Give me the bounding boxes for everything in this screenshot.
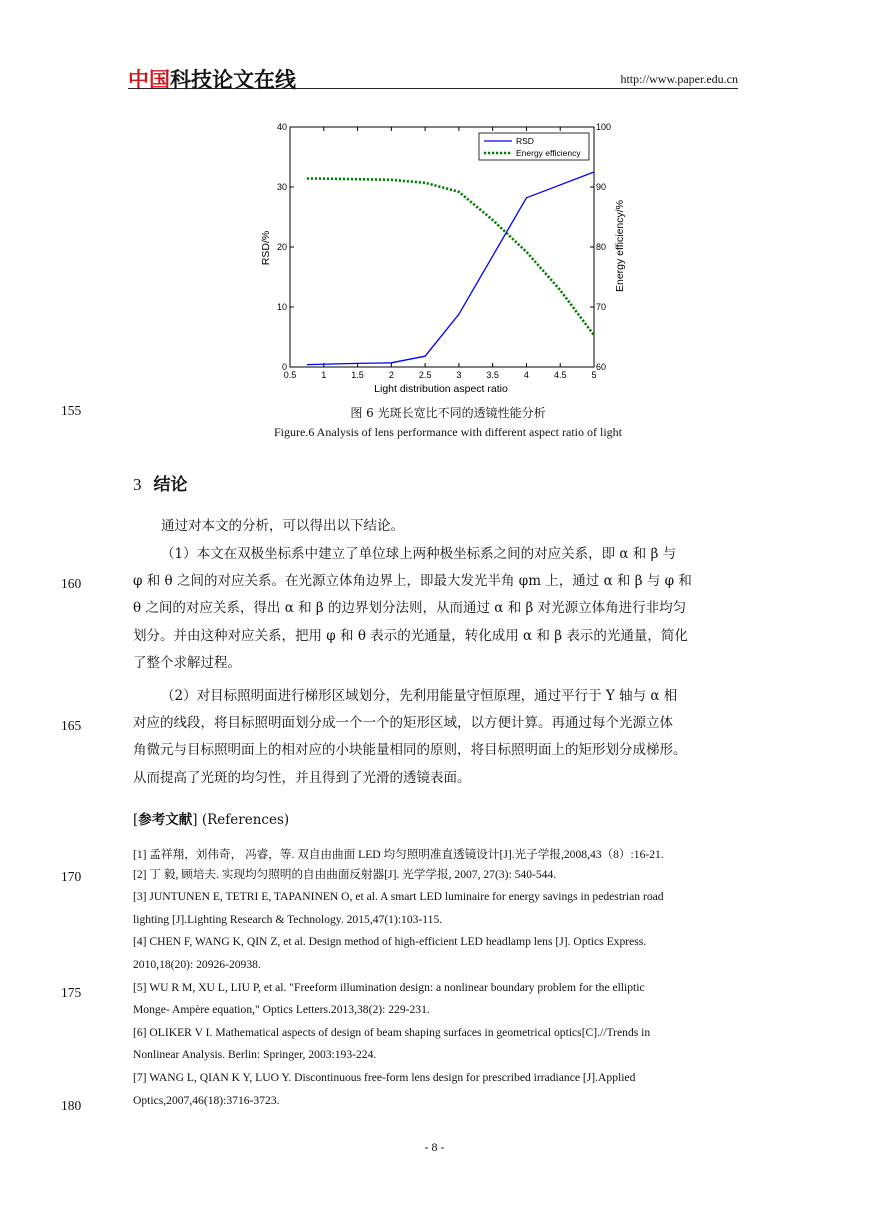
text-line: 角微元与目标照明面上的相对应的小块能量相同的原则，将目标照明面上的矩形划分成梯形。 bbox=[133, 742, 687, 759]
y-axis-label-left: RSD/% bbox=[260, 230, 272, 266]
paragraph-conclusion-1 bbox=[133, 541, 739, 677]
y-right-tick-label: 90 bbox=[596, 182, 607, 192]
reference-line: Optics,2007,46(18):3716-3723. bbox=[133, 1093, 280, 1107]
reference-line: [2] 丁 毅, 顾培夫. 实现均匀照明的自由曲面反射器[J]. 光学学报, 2007, 27(3): 540-544. bbox=[133, 867, 557, 881]
y-right-tick-label: 80 bbox=[596, 242, 607, 252]
figure-caption-cn: 图 6 光斑长宽比不同的透镜性能分析 bbox=[350, 406, 546, 420]
x-axis-label: Light distribution aspect ratio bbox=[374, 383, 508, 395]
text-line: φ 和 θ 之间的对应关系。在光源立体角边界上，即最大发光半角 φm 上，通过 α 和 β 与 φ 和 bbox=[133, 573, 692, 590]
references-title: [参考文献] (References) bbox=[133, 812, 290, 828]
reference-list bbox=[133, 845, 743, 1110]
chart-legend bbox=[479, 133, 589, 160]
section-number: 3 bbox=[133, 475, 142, 494]
reference-line: lighting [J].Lighting Research & Technology. 2015,47(1):103-115. bbox=[133, 912, 443, 926]
text-line: 了整个求解过程。 bbox=[133, 654, 241, 671]
plot-area-frame bbox=[290, 127, 594, 367]
x-tick-label: 3 bbox=[456, 370, 462, 380]
line-number: 170 bbox=[61, 869, 82, 884]
series-line-rsd bbox=[307, 172, 594, 365]
x-tick-label: 4 bbox=[523, 370, 529, 380]
line-number: 180 bbox=[61, 1098, 82, 1113]
text-line: （1）本文在双极坐标系中建立了单位球上两种极坐标系之间的对应关系，即 α 和 β 与 bbox=[161, 546, 677, 562]
section-title-text: 结论 bbox=[153, 475, 188, 495]
reference-line: [3] JUNTUNEN E, TETRI E, TAPANINEN O, et al. A smart LED luminaire for energy savings in pedestrian road bbox=[133, 890, 664, 904]
text-line: θ 之间的对应关系，得出 α 和 β 的边界划分法则，从而通过 α 和 β 对光源立体角进行非均匀 bbox=[133, 600, 687, 617]
legend-label: Energy efficiency bbox=[516, 148, 581, 158]
reference-line: [4] CHEN F, WANG K, QIN Z, et al. Design method of high-efficient LED headlamp lens [J]. Optics Express. bbox=[133, 935, 647, 949]
y-right-tick-label: 70 bbox=[596, 302, 607, 312]
paragraph-conclusion-2 bbox=[133, 683, 739, 792]
figure-caption-en: Figure.6 Analysis of lens performance with different aspect ratio of light bbox=[273, 425, 623, 439]
x-tick-label: 2 bbox=[388, 370, 394, 380]
reference-line: [7] WANG L, QIAN K Y, LUO Y. Discontinuous free-form lens design for prescribed irradiance [J].Applied bbox=[133, 1070, 636, 1084]
paragraph-intro bbox=[133, 513, 739, 540]
reference-line: Monge- Ampère equation," Optics Letters.2013,38(2): 229-231. bbox=[133, 1003, 430, 1017]
text-line: 划分。并由这种对应关系，把用 φ 和 θ 表示的光通量，转化成用 α 和 β 表示的光通量，简化 bbox=[133, 627, 688, 644]
section-title bbox=[133, 470, 188, 495]
text-line: 对应的线段，将目标照明面划分成一个一个的矩形区域，以方便计算。再通过每个光源立体 bbox=[133, 715, 673, 732]
chart-frame bbox=[290, 127, 594, 367]
reference-line: [6] OLIKER V I. Mathematical aspects of design of beam shaping surfaces in geometrical optics[C].//Trends in bbox=[133, 1025, 651, 1039]
chart-series bbox=[307, 172, 594, 365]
page-number: - 8 - bbox=[424, 1140, 445, 1154]
y-right-tick-label: 60 bbox=[596, 362, 607, 372]
y-left-tick-label: 30 bbox=[276, 182, 287, 192]
x-tick-label: 3.5 bbox=[486, 370, 499, 380]
y-right-tick-label: 100 bbox=[596, 122, 612, 132]
x-tick-label: 1 bbox=[321, 370, 327, 380]
y-left-tick-label: 40 bbox=[276, 122, 287, 132]
y-left-tick-label: 20 bbox=[276, 242, 287, 252]
x-tick-label: 0.5 bbox=[283, 370, 297, 380]
references-title-en: (References) bbox=[201, 812, 290, 828]
y-left-tick-label: 0 bbox=[281, 362, 287, 372]
logo-red-text: 中国 bbox=[128, 68, 170, 92]
text-line: 通过对本文的分析，可以得出以下结论。 bbox=[161, 518, 404, 534]
x-tick-label: 4.5 bbox=[553, 370, 567, 380]
x-tick-label: 1.5 bbox=[351, 370, 364, 380]
line-number: 175 bbox=[61, 985, 82, 1000]
header-url[interactable]: http://www.paper.edu.cn bbox=[620, 72, 738, 86]
series-line-energy-efficiency bbox=[307, 179, 594, 336]
x-tick-label: 2.5 bbox=[418, 370, 432, 380]
line-number: 160 bbox=[61, 576, 82, 591]
logo-black-text: 科技论文在线 bbox=[170, 68, 296, 92]
legend-label: RSD bbox=[516, 136, 534, 146]
line-number: 155 bbox=[61, 403, 82, 418]
text-line: （2）对目标照明面进行梯形区域划分，先利用能量守恒原理，通过平行于 Y 轴与 α 相 bbox=[161, 688, 678, 704]
line-number: 165 bbox=[61, 718, 82, 733]
reference-line: [1] 孟祥翔，刘伟奇， 冯睿，等. 双自由曲面 LED 均匀照明准直透镜设计[J].光子学报,2008,43（8）:16-21. bbox=[133, 848, 664, 861]
text-line: 从而提高了光斑的均匀性，并且得到了光滑的透镜表面。 bbox=[133, 769, 471, 786]
y-left-tick-label: 10 bbox=[276, 302, 287, 312]
reference-line: 2010,18(20): 20926-20938. bbox=[133, 957, 261, 971]
y-axis-label-right: Energy efficiency/% bbox=[614, 199, 626, 293]
reference-line: Nonlinear Analysis. Berlin: Springer, 2003:193-224. bbox=[133, 1048, 377, 1062]
reference-line: [5] WU R M, XU L, LIU P, et al. "Freeform illumination design: a nonlinear boundary problem for the elliptic bbox=[133, 980, 645, 994]
chart-ticks bbox=[277, 122, 611, 380]
figure-chart bbox=[0, 0, 869, 400]
references-title-cn: 参考文献 bbox=[138, 812, 193, 828]
x-tick-label: 5 bbox=[591, 370, 597, 380]
